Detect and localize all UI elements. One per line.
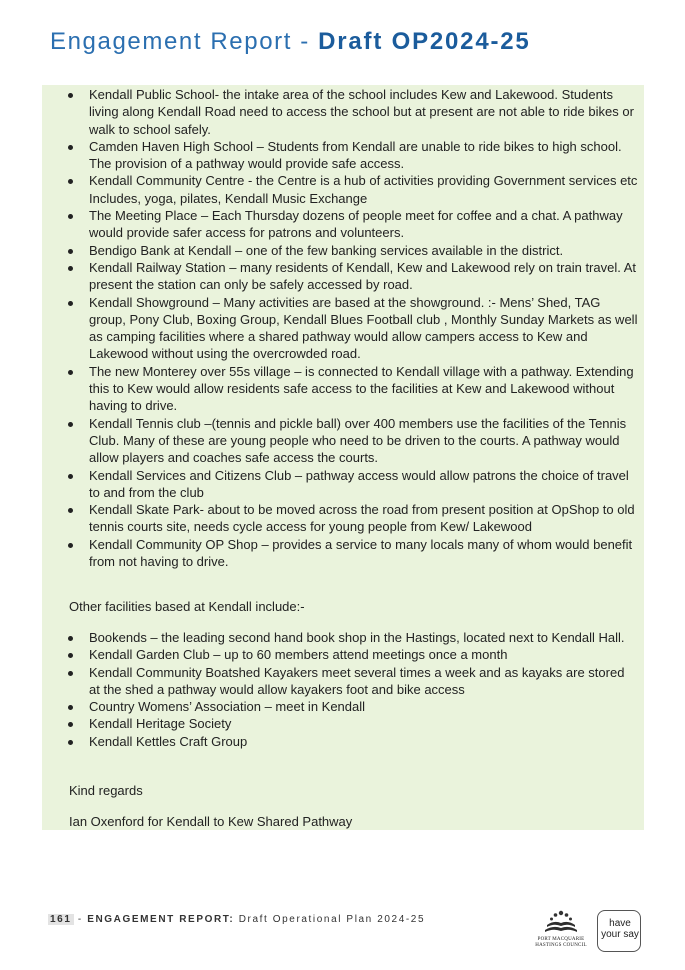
list-item: Kendall Public School- the intake area of the school includes Kew and Lakewood. Students living along Kendall Road need to access the school but at present are not able to ride bikes or walk to school safely. bbox=[42, 86, 644, 138]
list-item: Bendigo Bank at Kendall – one of the few banking services available in the district. bbox=[42, 242, 644, 259]
list-item: Kendall Services and Citizens Club – pathway access would allow patrons the choice of travel to and from the club bbox=[42, 467, 644, 502]
list-item: Camden Haven High School – Students from Kendall are unable to ride bikes to high school. The provision of a pathway would provide safe access. bbox=[42, 138, 644, 173]
page-title-bold: Draft OP2024-25 bbox=[318, 28, 531, 55]
list-item: Kendall Heritage Society bbox=[42, 715, 644, 732]
have-your-say-line1: have bbox=[609, 918, 631, 929]
footer-separator: - bbox=[73, 914, 88, 925]
council-emblem-icon bbox=[532, 908, 590, 938]
list-item: Kendall Community Boatshed Kayakers meet several times a week and as kayaks are stored at the shed a pathway would allow kayakers foot and bike access bbox=[42, 664, 644, 699]
council-logo-caption: PORT MACQUARIE HASTINGS COUNCIL bbox=[535, 937, 587, 948]
facilities-list bbox=[42, 86, 644, 570]
closing-text: Kind regards bbox=[69, 783, 143, 798]
list-item: Bookends – the leading second hand book shop in the Hastings, located next to Kendall Hall. bbox=[42, 629, 644, 646]
list-item: Kendall Community OP Shop – provides a service to many locals many of whom would benefit from not having to drive. bbox=[42, 536, 644, 571]
have-your-say-logo bbox=[597, 910, 641, 952]
list-item: Kendall Railway Station – many residents of Kendall, Kew and Lakewood rely on train travel. At present the station can only be safely accessed by road. bbox=[42, 259, 644, 294]
list-item: Kendall Garden Club – up to 60 members attend meetings once a month bbox=[42, 646, 644, 663]
footer-section-text: Draft Operational Plan 2024-25 bbox=[234, 914, 426, 925]
page-title-regular: Engagement Report - bbox=[50, 28, 319, 55]
other-facilities-intro: Other facilities based at Kendall include:- bbox=[69, 599, 305, 614]
content-panel bbox=[42, 85, 644, 830]
list-item: The new Monterey over 55s village – is connected to Kendall village with a pathway. Extending this to Kew would allow residents safe access to the facilities at Kew and Lakewood without having to drive. bbox=[42, 363, 644, 415]
list-item: Country Womens’ Association – meet in Kendall bbox=[42, 698, 644, 715]
page-number: 161 bbox=[50, 914, 72, 925]
footer-section-bold: ENGAGEMENT REPORT: bbox=[87, 914, 235, 925]
page-title bbox=[50, 28, 531, 56]
have-your-say-line2: your say bbox=[601, 929, 639, 940]
list-item: Kendall Skate Park- about to be moved across the road from present position at OpShop to old tennis courts site, needs cycle access for young people from Kew/ Lakewood bbox=[42, 501, 644, 536]
list-item: Kendall Showground – Many activities are based at the showground. :- Mens’ Shed, TAG group, Pony Club, Boxing Group, Kendall Blues Football club , Monthly Sunday Markets as well as camping facilities where a shared pathway would allow campers access to Kew and Lakewood without using the overcrowded road. bbox=[42, 294, 644, 363]
list-item: Kendall Tennis club –(tennis and pickle ball) over 400 members use the facilities of the Tennis Club. Many of these are young people who need to be driven to the courts. A pathway would allow players and coaches safe access the courts. bbox=[42, 415, 644, 467]
list-item: Kendall Kettles Craft Group bbox=[42, 733, 644, 750]
list-item: The Meeting Place – Each Thursday dozens of people meet for coffee and a chat. A pathway would provide safer access for patrons and volunteers. bbox=[42, 207, 644, 242]
other-facilities-list bbox=[42, 629, 644, 750]
list-item: Kendall Community Centre - the Centre is a hub of activities providing Government services etc Includes, yoga, pilates, Kendall Music Exchange bbox=[42, 172, 644, 207]
page-footer bbox=[48, 914, 425, 925]
council-logo bbox=[532, 908, 590, 958]
signature-text: Ian Oxenford for Kendall to Kew Shared Pathway bbox=[69, 814, 353, 829]
